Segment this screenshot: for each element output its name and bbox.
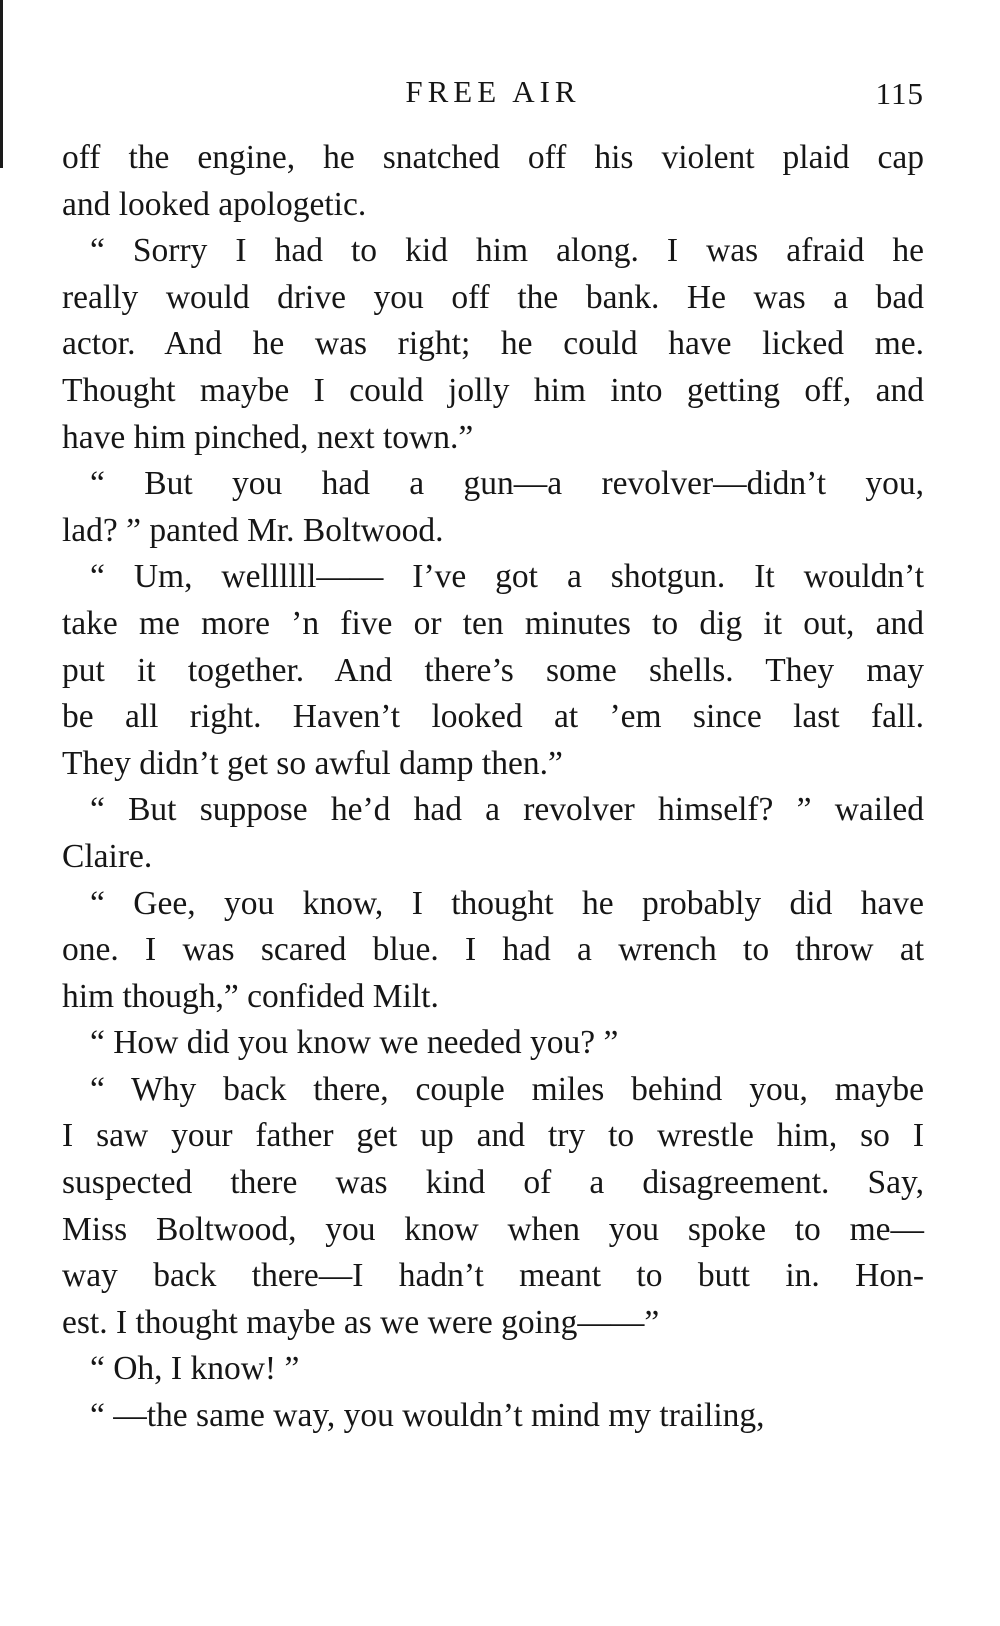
text-line: “ But suppose he’d had a revolver himself? ” wailed xyxy=(90,791,924,829)
book-title: FREE AIR xyxy=(405,74,581,109)
paragraph xyxy=(62,1020,924,1067)
text-line: way back there—I hadn’t meant to butt in. Hon- xyxy=(62,1257,924,1295)
text-line: be all right. Haven’t looked at ’em since last fall. xyxy=(62,698,924,736)
text-line: “ How did you know we needed you? ” xyxy=(90,1024,619,1062)
text-line: have him pinched, next town.” xyxy=(62,418,474,456)
paragraph xyxy=(62,135,924,228)
text-line: “ Um, wellllll—— I’ve got a shotgun. It wouldn’t xyxy=(90,558,924,596)
text-line: Miss Boltwood, you know when you spoke to me— xyxy=(62,1210,924,1248)
text-line: “ Gee, you know, I thought he probably did have xyxy=(90,884,924,922)
text-line: “ Why back there, couple miles behind you, maybe xyxy=(90,1070,924,1108)
paragraph xyxy=(62,554,924,787)
text-line: lad? ” panted Mr. Boltwood. xyxy=(62,511,444,549)
text-line: suspected there was kind of a disagreement. Say, xyxy=(62,1164,924,1202)
text-line: off the engine, he snatched off his violent plaid cap xyxy=(62,139,924,176)
text-line: put it together. And there’s some shells. They may xyxy=(62,651,924,689)
paragraph xyxy=(62,787,924,880)
text-line: take me more ’n five or ten minutes to dig it out, and xyxy=(62,604,924,642)
text-line: Thought maybe I could jolly him into getting off, and xyxy=(62,371,924,409)
text-line: really would drive you off the bank. He was a bad xyxy=(62,278,924,316)
page-edge-line xyxy=(0,0,3,168)
paragraph xyxy=(62,1393,924,1440)
paragraph xyxy=(62,228,924,461)
paragraph xyxy=(62,1067,924,1347)
text-line: I saw your father get up and try to wrestle him, so I xyxy=(62,1117,924,1155)
page-number: 115 xyxy=(875,76,924,111)
text-line: “ Oh, I know! ” xyxy=(90,1350,300,1388)
paragraph xyxy=(62,461,924,554)
text-line: “ —the same way, you wouldn’t mind my trailing, xyxy=(90,1397,765,1435)
text-line: him though,” confided Milt. xyxy=(62,977,439,1015)
paragraph xyxy=(62,881,924,1021)
text-line: “ But you had a gun—a revolver—didn’t you, xyxy=(90,465,924,503)
text-line: and looked apologetic. xyxy=(62,185,367,223)
text-line: They didn’t get so awful damp then.” xyxy=(62,744,563,782)
running-head xyxy=(62,70,924,114)
body-text xyxy=(62,135,924,1440)
text-line: Claire. xyxy=(62,837,153,875)
text-line: “ Sorry I had to kid him along. I was afraid he xyxy=(90,232,924,270)
text-line: actor. And he was right; he could have licked me. xyxy=(62,325,924,363)
paragraph xyxy=(62,1346,924,1393)
text-line: one. I was scared blue. I had a wrench to throw at xyxy=(62,931,924,969)
text-line: est. I thought maybe as we were going——” xyxy=(62,1303,660,1341)
